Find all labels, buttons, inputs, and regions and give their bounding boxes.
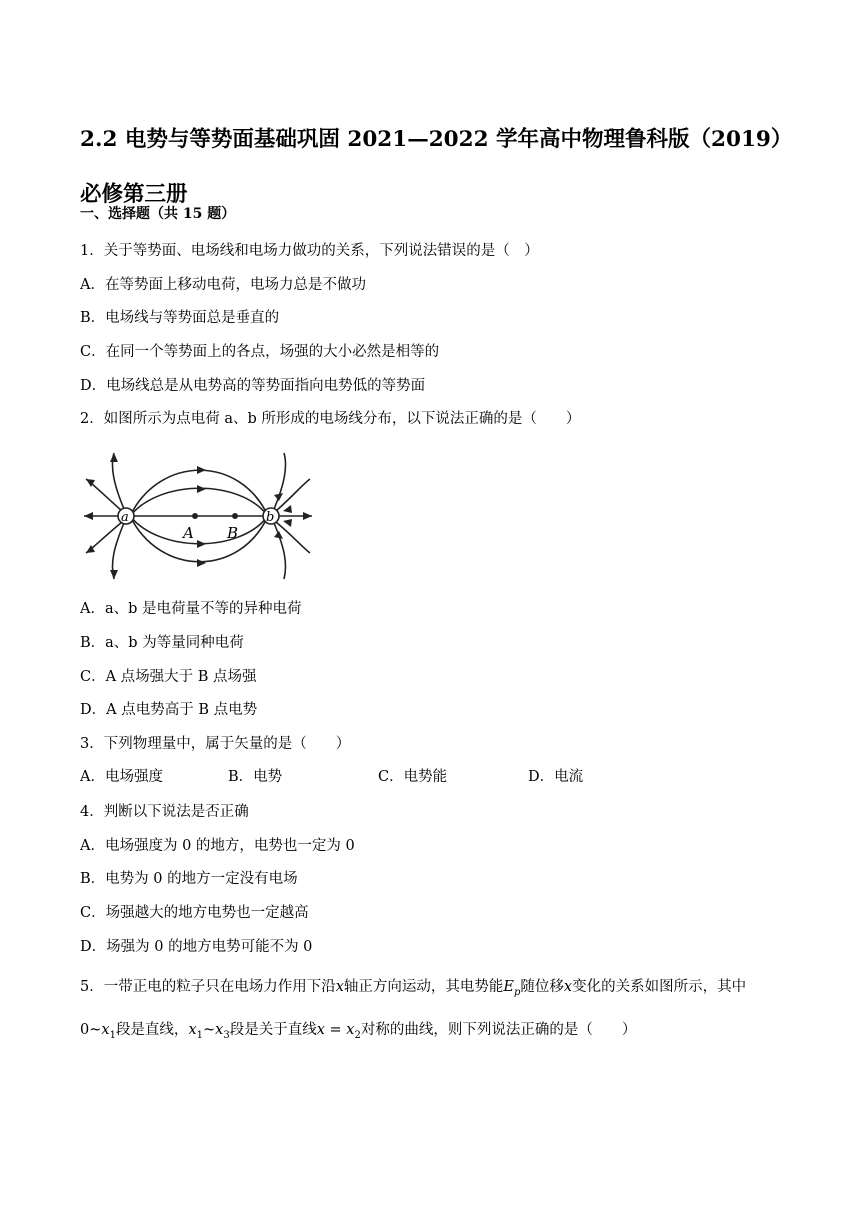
arrow-icon	[84, 512, 93, 520]
point-b-dot	[232, 513, 238, 519]
q4-option-a: A．电场强度为 0 的地方，电势也一定为 0	[80, 838, 355, 854]
label-point-b: B	[227, 524, 239, 542]
q1-stem: 1．关于等势面、电场线和电场力做功的关系，下列说法错误的是（ ）	[80, 243, 539, 259]
arrow-icon	[110, 453, 118, 462]
q4-option-b: B．电势为 0 的地方一定没有电场	[80, 871, 298, 887]
field-line	[274, 453, 286, 509]
arrow-icon	[110, 570, 118, 579]
section-heading: 一、选择题（共 15 题）	[80, 206, 236, 222]
arrow-icon	[274, 493, 283, 501]
page-title: 2.2 电势与等势面基础巩固 2021—2022 学年高中物理鲁科版（2019）必修第三册	[80, 127, 793, 207]
q1-option-a: A．在等势面上移动电荷，电场力总是不做功	[80, 277, 366, 293]
q2-option-c: C．A 点场强大于 B 点场强	[80, 669, 257, 685]
q2-option-b: B．a、b 为等量同种电荷	[80, 635, 244, 651]
q4-option-c: C．场强越大的地方电势也一定越高	[80, 905, 309, 921]
q3-option-c: C．电势能	[378, 769, 448, 785]
field-lines-diagram	[80, 445, 316, 585]
q2-option-a: A．a、b 是电荷量不等的异种电荷	[80, 601, 302, 617]
q3-option-b: B．电势	[228, 769, 283, 785]
q3-option-a: A．电场强度	[80, 769, 163, 785]
field-line	[130, 470, 268, 516]
q5-stem-line-2: $0\sim x_1$段是直线，$x_1\sim x_3$段是关于直线$x = x_2$对称的曲线，则下列说法正确的是（ ）	[80, 1022, 637, 1041]
q2-stem: 2．如图所示为点电荷 a、b 所形成的电场线分布，以下说法正确的是（ ）	[80, 411, 581, 427]
field-line	[130, 516, 268, 562]
electric-field-lines-figure	[80, 445, 316, 585]
arrow-icon	[303, 512, 312, 520]
arrow-icon	[283, 505, 292, 513]
q3-options-row	[80, 765, 800, 785]
arrow-icon	[197, 485, 206, 493]
q4-stem: 4．判断以下说法是否正确	[80, 804, 249, 820]
point-a-dot	[192, 513, 198, 519]
field-line	[130, 488, 268, 516]
arrow-icon	[197, 540, 206, 548]
arrow-icon	[283, 519, 292, 527]
q1-option-c: C．在同一个等势面上的各点，场强的大小必然是相等的	[80, 344, 440, 360]
arrow-icon	[197, 559, 206, 567]
q3-stem: 3．下列物理量中，属于矢量的是（ ）	[80, 736, 351, 752]
q5-stem-line-1: 5．一带正电的粒子只在电场力作用下沿x轴正方向运动，其电势能$E_p$随位移x变化的关系如图所示，其中	[80, 979, 747, 998]
field-line	[130, 516, 268, 544]
q1-option-d: D．电场线总是从电势高的等势面指向电势低的等势面	[80, 378, 426, 394]
q3-option-d: D．电流	[528, 769, 584, 785]
var-x: x	[335, 979, 344, 995]
q1-option-b: B．电场线与等势面总是垂直的	[80, 310, 280, 326]
var-ep: E	[503, 979, 515, 995]
q2-option-d: D．A 点电势高于 B 点电势	[80, 702, 258, 718]
q4-option-d: D．场强为 0 的地方电势可能不为 0	[80, 939, 313, 955]
label-point-a: A	[183, 524, 194, 542]
label-charge-b: b	[266, 510, 275, 525]
arrow-icon	[197, 466, 206, 474]
label-charge-a: a	[121, 510, 129, 525]
arrow-icon	[274, 531, 283, 539]
field-line	[274, 523, 286, 579]
